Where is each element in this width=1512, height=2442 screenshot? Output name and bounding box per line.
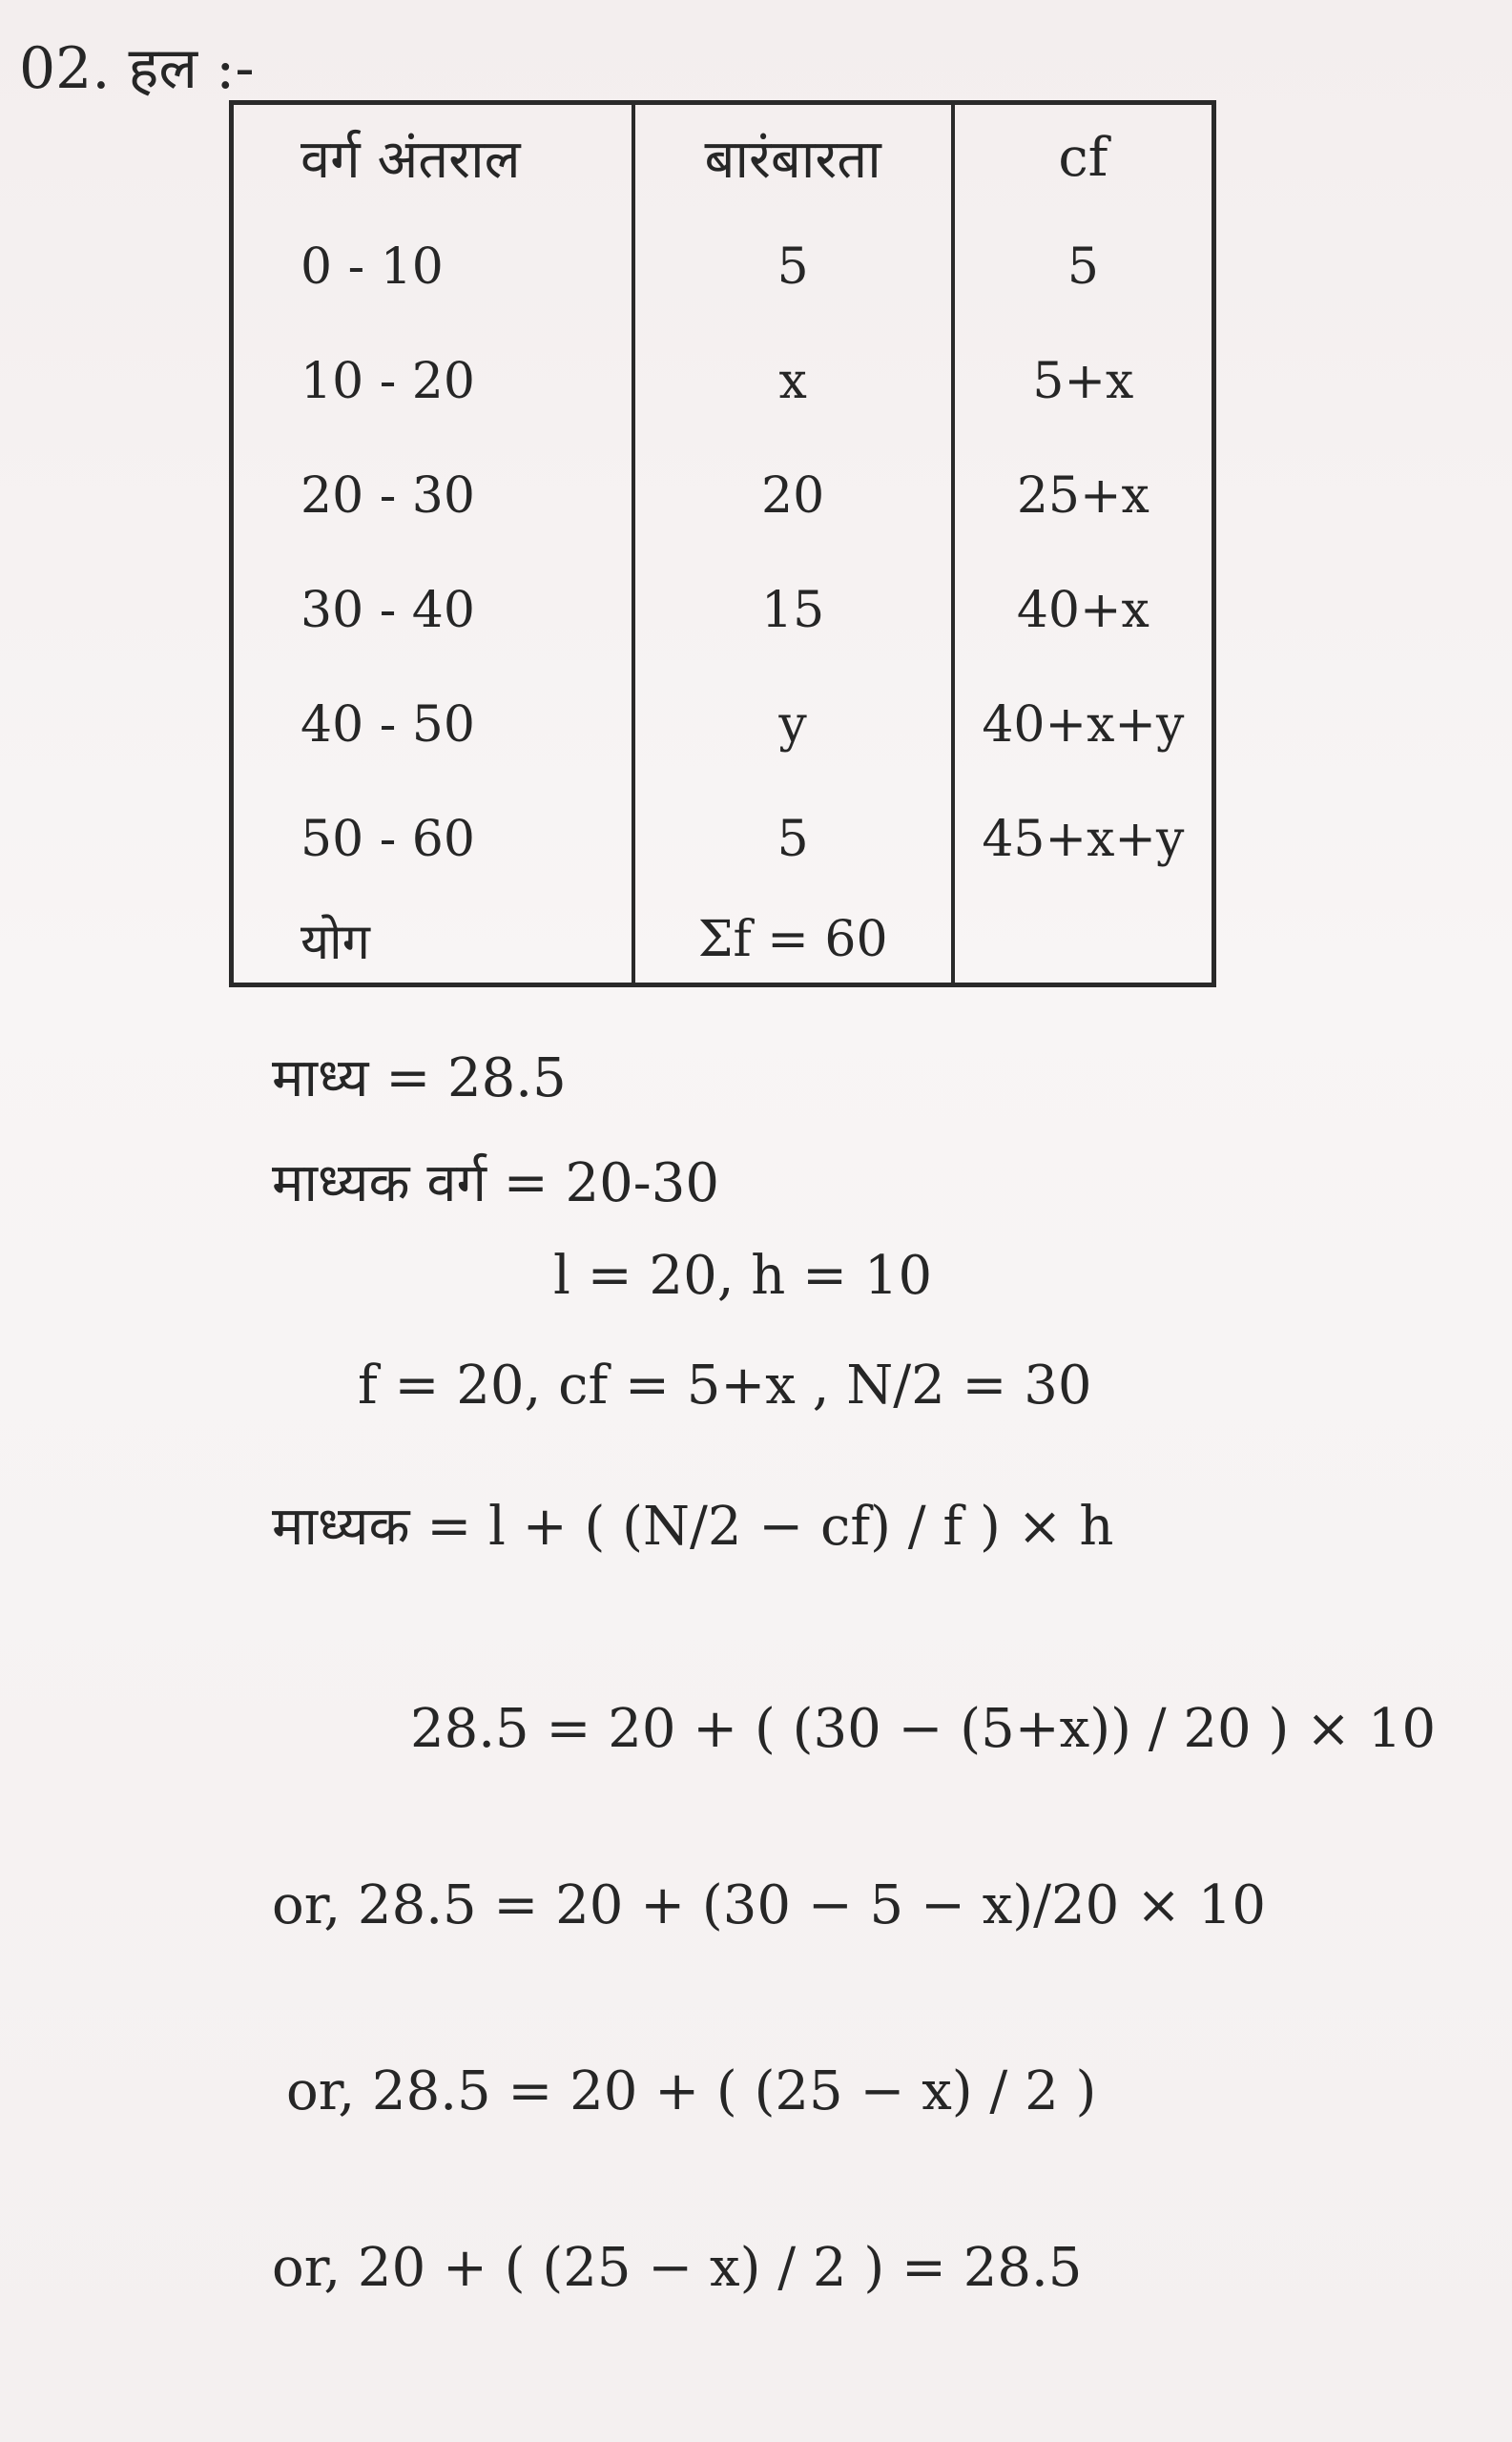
simplification-line-2: or, 28.5 = 20 + ( (25 − x) / 2 ) — [286, 2060, 1097, 2122]
class-interval-cell: 20 - 30 — [232, 439, 633, 553]
table-header-row — [232, 103, 1214, 211]
cf-cell: 45+x+y — [953, 782, 1214, 897]
frequency-cell: y — [633, 668, 953, 782]
class-interval-cell: 10 - 20 — [232, 324, 633, 439]
table-row — [232, 439, 1214, 553]
lower-limit-width-line: l = 20, h = 10 — [553, 1245, 933, 1307]
question-heading: 02. हल :- — [19, 35, 255, 102]
cf-cell: 40+x — [953, 553, 1214, 668]
total-frequency-cell: Σf = 60 — [633, 897, 953, 985]
table-row — [232, 553, 1214, 668]
class-interval-cell: 30 - 40 — [232, 553, 633, 668]
class-interval-cell: 50 - 60 — [232, 782, 633, 897]
mean-given-line: माध्य = 28.5 — [272, 1047, 567, 1109]
table-row — [232, 668, 1214, 782]
frequency-cell: x — [633, 324, 953, 439]
simplification-line-3: or, 20 + ( (25 − x) / 2 ) = 28.5 — [272, 2237, 1083, 2299]
simplification-line-1: or, 28.5 = 20 + (30 − 5 − x)/20 × 10 — [272, 1874, 1267, 1936]
header-frequency: बारंबारता — [633, 103, 953, 211]
median-formula-line: माध्यक = l + ( (N/2 − cf) / f ) × h — [272, 1496, 1114, 1558]
total-cf-cell — [953, 897, 1214, 985]
header-class-interval: वर्ग अंतराल — [232, 103, 633, 211]
frequency-cell: 5 — [633, 782, 953, 897]
class-interval-cell: 0 - 10 — [232, 210, 633, 324]
median-class-line: माध्यक वर्ग = 20-30 — [272, 1152, 719, 1214]
total-label-cell: योग — [232, 897, 633, 985]
frequency-table — [229, 100, 1216, 987]
frequency-cell: 20 — [633, 439, 953, 553]
frequency-cell: 15 — [633, 553, 953, 668]
cf-cell: 40+x+y — [953, 668, 1214, 782]
cf-cell: 5+x — [953, 324, 1214, 439]
f-cf-n-line: f = 20, cf = 5+x , N/2 = 30 — [358, 1355, 1092, 1417]
table-row — [232, 324, 1214, 439]
frequency-cell: 5 — [633, 210, 953, 324]
cf-cell: 5 — [953, 210, 1214, 324]
table-row — [232, 782, 1214, 897]
table-total-row — [232, 897, 1214, 985]
cf-cell: 25+x — [953, 439, 1214, 553]
class-interval-cell: 40 - 50 — [232, 668, 633, 782]
substitution-line: 28.5 = 20 + ( (30 − (5+x)) / 20 ) × 10 — [410, 1698, 1437, 1760]
header-cumulative-frequency: cf — [953, 103, 1214, 211]
table-row — [232, 210, 1214, 324]
